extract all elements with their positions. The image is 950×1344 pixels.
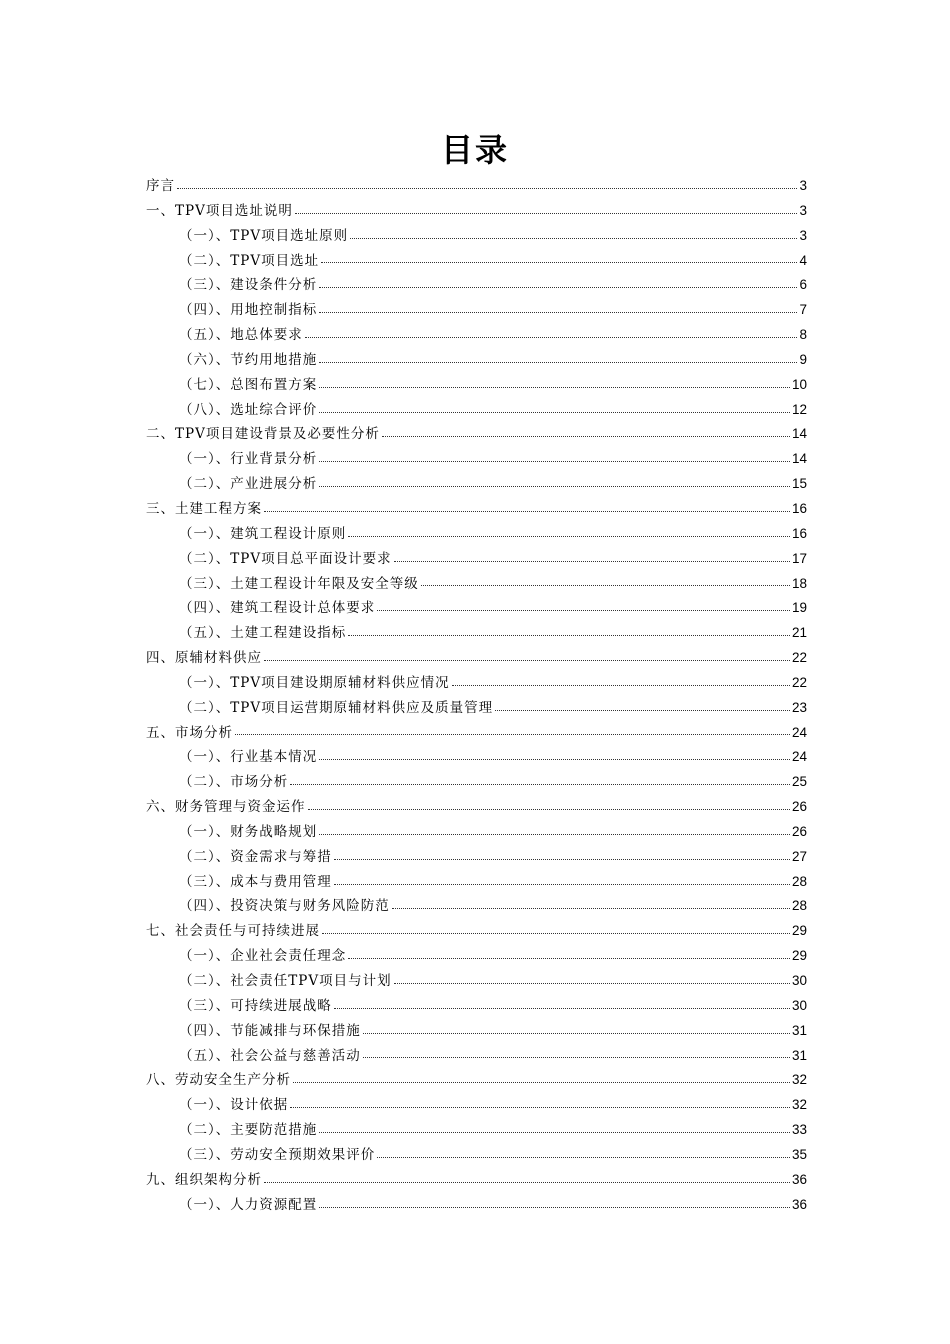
toc-entry-label: （二）、TPV项目选址 — [179, 252, 320, 269]
toc-entry-label: （三）、建设条件分析 — [179, 277, 318, 294]
toc-page-number: 26 — [791, 823, 807, 839]
toc-entry-label: （六）、节约用地措施 — [179, 351, 318, 368]
toc-dot-leader — [264, 511, 790, 512]
toc-page-number: 19 — [791, 600, 807, 616]
toc-dot-leader — [290, 1107, 790, 1108]
toc-entry[interactable] — [146, 646, 807, 671]
toc-entry-label: （三）、土建工程设计年限及安全等级 — [179, 575, 419, 592]
toc-page-number: 24 — [791, 749, 807, 765]
toc-entry[interactable] — [146, 596, 807, 621]
toc-entry[interactable] — [146, 398, 807, 423]
toc-entry[interactable] — [146, 572, 807, 597]
table-of-contents — [146, 174, 807, 1217]
toc-entry[interactable] — [146, 1143, 807, 1168]
toc-page-number: 29 — [791, 923, 807, 939]
toc-entry[interactable] — [146, 1044, 807, 1069]
toc-entry-label: 九、组织架构分析 — [146, 1171, 262, 1188]
toc-entry[interactable] — [146, 1068, 807, 1093]
toc-page-number: 12 — [791, 401, 807, 417]
toc-entry[interactable] — [146, 497, 807, 522]
toc-entry[interactable] — [146, 323, 807, 348]
toc-entry-label: （二）、产业进展分析 — [179, 476, 318, 493]
toc-page-number: 8 — [799, 327, 807, 343]
toc-page-number: 17 — [791, 550, 807, 566]
toc-dot-leader — [319, 312, 797, 313]
toc-entry[interactable] — [146, 224, 807, 249]
toc-dot-leader — [394, 561, 790, 562]
toc-page-number: 29 — [791, 948, 807, 964]
toc-entry[interactable] — [146, 273, 807, 298]
toc-page-number: 27 — [791, 848, 807, 864]
toc-dot-leader — [319, 461, 790, 462]
toc-entry-label: （一）、TPV项目建设期原辅材料供应情况 — [179, 674, 450, 691]
toc-dot-leader — [334, 884, 790, 885]
toc-entry[interactable] — [146, 969, 807, 994]
toc-entry[interactable] — [146, 1168, 807, 1193]
toc-page-number: 16 — [791, 500, 807, 516]
toc-entry[interactable] — [146, 671, 807, 696]
toc-dot-leader — [264, 1182, 790, 1183]
toc-entry[interactable] — [146, 1118, 807, 1143]
toc-page-number: 7 — [799, 302, 807, 318]
toc-dot-leader — [363, 1033, 790, 1034]
toc-page-number: 26 — [791, 799, 807, 815]
toc-entry[interactable] — [146, 820, 807, 845]
toc-page-number: 6 — [799, 277, 807, 293]
toc-page-number: 3 — [799, 202, 807, 218]
toc-entry-label: 序言 — [146, 178, 175, 194]
toc-entry[interactable] — [146, 621, 807, 646]
toc-entry-label: 七、社会责任与可持续进展 — [146, 923, 320, 940]
toc-dot-leader — [319, 1132, 790, 1133]
toc-entry-label: （四）、投资决策与财务风险防范 — [179, 898, 390, 915]
toc-dot-leader — [495, 710, 790, 711]
toc-entry-label: （一）、企业社会责任理念 — [179, 948, 347, 965]
toc-page-number: 31 — [791, 1047, 807, 1063]
toc-entry-label: 六、财务管理与资金运作 — [146, 799, 306, 816]
toc-entry-label: （五）、社会公益与慈善活动 — [179, 1047, 361, 1064]
toc-entry-label: （四）、节能减排与环保措施 — [179, 1022, 361, 1039]
toc-page-number: 16 — [791, 525, 807, 541]
toc-entry[interactable] — [146, 721, 807, 746]
toc-page-number: 31 — [791, 1022, 807, 1038]
toc-dot-leader — [334, 859, 790, 860]
toc-entry-label: 三、土建工程方案 — [146, 500, 262, 517]
toc-page-number: 22 — [791, 674, 807, 690]
toc-entry-label: （二）、TPV项目总平面设计要求 — [179, 550, 392, 567]
toc-entry[interactable] — [146, 373, 807, 398]
toc-dot-leader — [363, 1057, 790, 1058]
toc-dot-leader — [319, 387, 790, 388]
toc-entry[interactable] — [146, 199, 807, 224]
toc-page-number: 14 — [791, 451, 807, 467]
toc-page-number: 9 — [799, 351, 807, 367]
toc-dot-leader — [319, 362, 797, 363]
toc-entry-label: （五）、土建工程建设指标 — [179, 625, 347, 642]
toc-dot-leader — [350, 238, 797, 239]
toc-entry[interactable] — [146, 994, 807, 1019]
toc-dot-leader — [319, 412, 790, 413]
toc-entry[interactable] — [146, 919, 807, 944]
toc-entry-label: （一）、行业背景分析 — [179, 451, 318, 468]
toc-page-number: 22 — [791, 650, 807, 666]
toc-entry-label: （八）、选址综合评价 — [179, 401, 318, 418]
toc-page-number: 36 — [791, 1196, 807, 1212]
toc-entry[interactable] — [146, 422, 807, 447]
toc-entry[interactable] — [146, 1193, 807, 1218]
toc-entry-label: （七）、总图布置方案 — [179, 376, 318, 393]
toc-page-number: 30 — [791, 973, 807, 988]
toc-page-number: 4 — [799, 252, 807, 268]
toc-entry[interactable] — [146, 447, 807, 472]
toc-entry-label: （二）、市场分析 — [179, 774, 289, 791]
page-title: 目录 — [440, 131, 509, 169]
toc-entry-label: （二）、资金需求与筹措 — [179, 848, 332, 865]
toc-entry[interactable] — [146, 249, 807, 274]
toc-entry-label: （五）、地总体要求 — [179, 327, 303, 344]
toc-dot-leader — [319, 1207, 790, 1208]
toc-page-number: 32 — [791, 1097, 807, 1113]
toc-entry[interactable] — [146, 944, 807, 969]
toc-dot-leader — [308, 809, 790, 810]
toc-entry[interactable] — [146, 795, 807, 820]
toc-dot-leader — [377, 1157, 790, 1158]
toc-entry[interactable] — [146, 745, 807, 770]
toc-page-number: 30 — [791, 997, 807, 1013]
toc-page-number: 10 — [791, 376, 807, 392]
toc-entry-label: （一）、设计依据 — [179, 1097, 289, 1114]
toc-entry-label: 五、市场分析 — [146, 724, 233, 741]
toc-page-number: 25 — [791, 774, 807, 790]
toc-page-number: 28 — [791, 898, 807, 914]
toc-entry-label: （二）、TPV项目运营期原辅材料供应及质量管理 — [179, 699, 494, 716]
toc-entry[interactable] — [146, 348, 807, 373]
toc-entry[interactable] — [146, 522, 807, 547]
toc-entry[interactable] — [146, 894, 807, 919]
toc-entry-label: （三）、成本与费用管理 — [179, 873, 332, 890]
toc-dot-leader — [334, 1008, 790, 1009]
toc-entry-label: （三）、可持续进展战略 — [179, 997, 332, 1014]
toc-dot-leader — [295, 213, 798, 214]
toc-entry-label: （二）、主要防范措施 — [179, 1122, 318, 1139]
toc-entry[interactable] — [146, 696, 807, 721]
toc-dot-leader — [348, 635, 790, 636]
toc-entry[interactable] — [146, 472, 807, 497]
toc-dot-leader — [377, 610, 790, 611]
toc-page-number: 18 — [791, 575, 807, 591]
toc-entry-label: （一）、建筑工程设计原则 — [179, 525, 347, 542]
toc-page-number: 32 — [791, 1072, 807, 1088]
toc-entry[interactable] — [146, 870, 807, 895]
toc-dot-leader — [392, 908, 790, 909]
toc-entry-label: （一）、行业基本情况 — [179, 749, 318, 766]
toc-page-number: 14 — [791, 426, 807, 442]
toc-entry-label: 四、原辅材料供应 — [146, 650, 262, 667]
toc-page-number: 35 — [791, 1146, 807, 1162]
toc-dot-leader — [348, 958, 790, 959]
toc-entry-label: 二、TPV项目建设背景及必要性分析 — [146, 426, 380, 443]
toc-dot-leader — [290, 784, 790, 785]
toc-entry[interactable] — [146, 845, 807, 870]
toc-entry-label: （一）、财务战略规划 — [179, 823, 318, 840]
toc-page-number: 3 — [799, 227, 807, 243]
toc-entry-label: （三）、劳动安全预期效果评价 — [179, 1146, 376, 1163]
toc-page-number: 24 — [791, 724, 807, 740]
toc-page-number: 36 — [791, 1171, 807, 1187]
toc-dot-leader — [264, 660, 790, 661]
toc-dot-leader — [348, 536, 790, 537]
toc-entry-label: （一）、TPV项目选址原则 — [179, 227, 349, 244]
toc-dot-leader — [452, 685, 790, 686]
toc-entry[interactable] — [146, 298, 807, 323]
toc-entry-label: 一、TPV项目选址说明 — [146, 202, 293, 219]
toc-entry-label: 八、劳动安全生产分析 — [146, 1072, 291, 1089]
toc-entry[interactable] — [146, 174, 807, 199]
toc-dot-leader — [319, 759, 790, 760]
toc-dot-leader — [319, 287, 797, 288]
toc-dot-leader — [293, 1082, 790, 1083]
toc-page-number: 21 — [791, 625, 807, 641]
toc-page-number: 15 — [791, 476, 807, 492]
toc-dot-leader — [235, 734, 790, 735]
toc-dot-leader — [321, 262, 797, 263]
toc-dot-leader — [421, 585, 790, 586]
toc-dot-leader — [394, 983, 790, 984]
toc-page-number: 33 — [791, 1122, 807, 1138]
toc-entry-label: （二）、社会责任TPV项目与计划 — [179, 973, 392, 989]
toc-entry-label: （一）、人力资源配置 — [179, 1196, 318, 1213]
toc-dot-leader — [319, 486, 790, 487]
toc-dot-leader — [319, 834, 790, 835]
toc-dot-leader — [382, 436, 790, 437]
toc-dot-leader — [305, 337, 798, 338]
toc-entry[interactable] — [146, 770, 807, 795]
toc-entry-label: （四）、用地控制指标 — [179, 302, 318, 319]
toc-page-number: 23 — [791, 699, 807, 715]
toc-entry-label: （四）、建筑工程设计总体要求 — [179, 600, 376, 617]
toc-page-number: 28 — [791, 873, 807, 889]
toc-dot-leader — [322, 933, 790, 934]
toc-entry[interactable] — [146, 1093, 807, 1118]
toc-page-number: 3 — [799, 178, 807, 193]
toc-entry[interactable] — [146, 1019, 807, 1044]
toc-dot-leader — [177, 188, 797, 189]
toc-entry[interactable] — [146, 547, 807, 572]
